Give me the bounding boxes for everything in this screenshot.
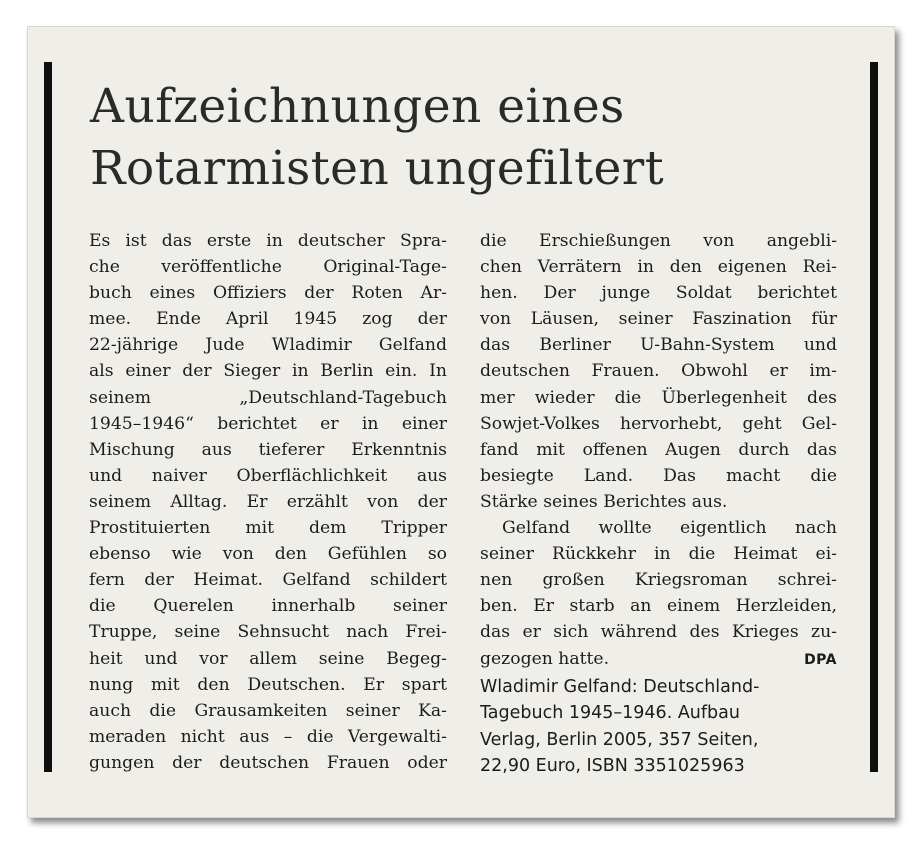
text-line: mee. Ende April 1945 zog der [89, 309, 447, 330]
headline-line: Aufzeichnungen eines [90, 79, 625, 134]
book-info [480, 674, 837, 780]
book-info-line: 22,90 Euro, ISBN 3351025963 [480, 756, 745, 777]
text-line: heit und vor allem seine Begeg- [89, 648, 447, 669]
text-line: Stärke seines Berichtes aus. [480, 491, 728, 512]
text-line: meraden nicht aus – die Vergewalti- [89, 726, 447, 747]
book-info-line: Verlag, Berlin 2005, 357 Seiten, [480, 729, 759, 750]
text-line: gezogen hatte. [480, 648, 610, 669]
text-line: che veröffentliche Original-Tage- [89, 257, 447, 278]
book-info-line: Tagebuch 1945–1946. Aufbau [480, 703, 740, 724]
text-line: mer wieder die Überlegenheit des [480, 387, 837, 408]
text-line: deutschen Frauen. Obwohl er im- [480, 361, 837, 382]
text-line: nung mit den Deutschen. Er spart [89, 674, 447, 695]
text-line: das er sich während des Krieges zu- [480, 622, 837, 643]
article-column-right [480, 228, 837, 780]
text-line: fand mit offenen Augen durch das [480, 439, 837, 460]
text-line: Mischung aus tieferer Erkenntnis [89, 439, 447, 460]
text-line: von Läusen, seiner Faszination für [480, 309, 837, 330]
text-line: buch eines Offiziers der Roten Ar- [89, 283, 447, 304]
text-line: ebenso wie von den Gefühlen so [89, 544, 447, 565]
text-line: Sowjet-Volkes hervorhebt, geht Gel- [480, 413, 837, 434]
text-line: Gelfand wollte eigentlich nach [502, 518, 837, 539]
text-line: die Erschießungen von angebli- [480, 231, 837, 251]
text-line: chen Verrätern in den eigenen Rei- [480, 257, 837, 278]
headline-line: Rotarmisten ungefiltert [90, 141, 665, 196]
text-line: die Querelen innerhalb seiner [89, 596, 447, 617]
text-line: 1945–1946“ berichtet er in einer [89, 413, 447, 434]
text-line: ben. Er starb an einem Herzleiden, [480, 596, 837, 617]
book-info-line: Wladimir Gelfand: Deutschland- [480, 676, 760, 697]
headline [90, 76, 850, 200]
text-line: Es ist das erste in deutscher Spra- [89, 231, 447, 251]
text-line: das Berliner U-Bahn-System und [480, 335, 837, 356]
text-line: nen großen Kriegsroman schrei- [480, 570, 837, 591]
text-line: hen. Der junge Soldat berichtet [480, 283, 837, 304]
text-line: und naiver Oberflächlichkeit aus [89, 465, 447, 486]
text-line: fern der Heimat. Gelfand schildert [89, 570, 447, 591]
text-line: Prostituierten mit dem Tripper [89, 518, 447, 539]
agency-credit: DPA [804, 651, 837, 668]
text-line: als einer der Sieger in Berlin ein. In [89, 361, 447, 382]
text-line: auch die Grausamkeiten seiner Ka- [89, 700, 447, 721]
closing-line-with-agency [480, 646, 837, 672]
text-line: 22-jährige Jude Wladimir Gelfand [89, 335, 447, 356]
article-column-left [89, 228, 447, 776]
right-border-rule [870, 62, 878, 772]
text-line: seiner Rückkehr in die Heimat ei- [480, 544, 837, 565]
left-border-rule [44, 62, 52, 772]
text-line: besiegte Land. Das macht die [480, 465, 837, 486]
text-line: gungen der deutschen Frauen oder [89, 752, 447, 773]
text-line: seinem „Deutschland-Tagebuch [89, 387, 447, 408]
text-line: Truppe, seine Sehnsucht nach Frei- [89, 622, 447, 643]
text-line: seinem Alltag. Er erzählt von der [89, 491, 447, 512]
